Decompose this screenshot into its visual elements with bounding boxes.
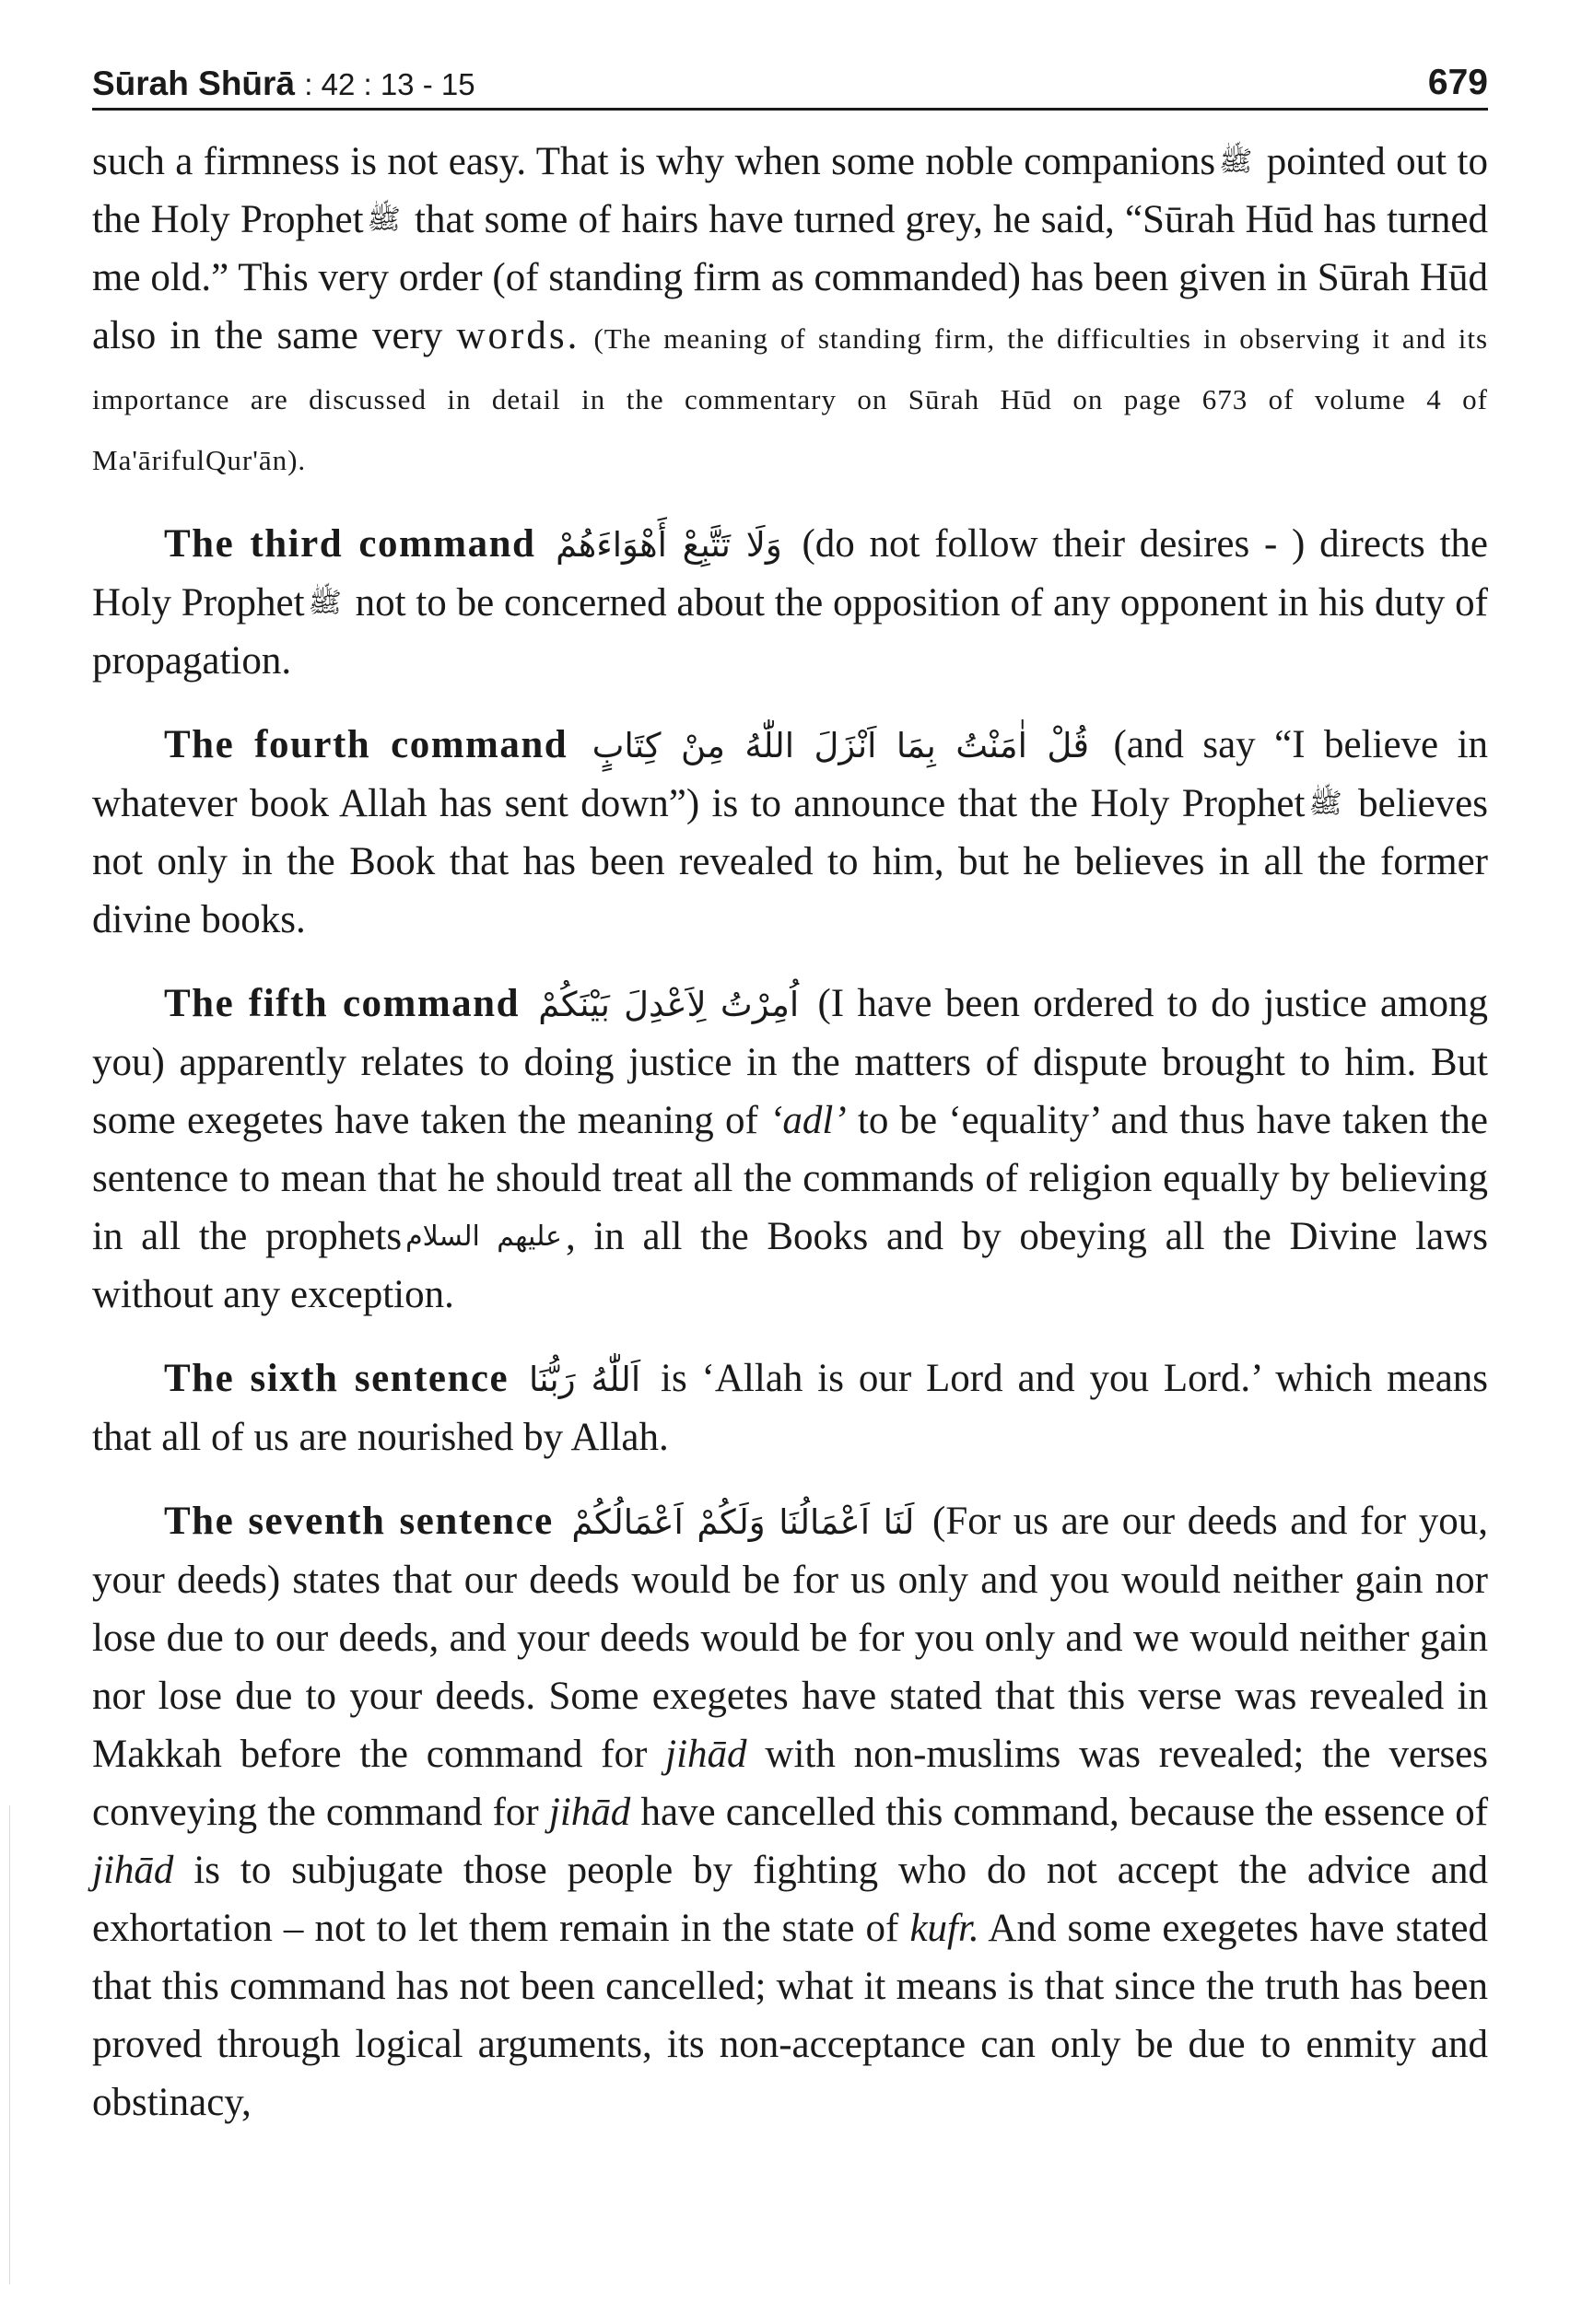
arabic-verse: قُلْ اٰمَنْتُ بِمَا اَنْزَلَ اللّٰهُ مِنْ كِتَابٍ — [592, 726, 1090, 765]
arabic-verse: اُمِرْتُ لِاَعْدِلَ بَيْنَكُمْ — [538, 985, 800, 1024]
reference-note: (The meaning of standing firm, the difficulties in observing it and its importance are discussed in detail in the commentary on Sūrah Hūd on page 673 of volume 4 of Ma'ārifulQur'ān). — [92, 322, 1489, 476]
italic-term: jihād — [665, 1733, 747, 1776]
text: (do not follow their desires - ) directs the Holy Prophet — [92, 522, 1488, 625]
text: that some of hairs have turned grey, he said, “Sūrah Hūd has turned me old.” This very order (of standing firm as commanded) has been given in Sūrah Hūd also in the same very — [92, 198, 1489, 357]
text: have cancelled this command, because the essence of — [640, 1791, 1489, 1834]
surah-name: Sūrah Shūrā — [92, 64, 295, 102]
honorific-symbol: ﷺ — [367, 204, 401, 236]
text: And some exegetes have stated that this command has not been cancelled; what it means is that since the truth has been proved through logical arguments, its non-acceptance can only be due to enmity and obstinacy, — [92, 1907, 1488, 2124]
paragraph-lead: The fifth command — [164, 982, 520, 1025]
text: to be ‘equality’ and thus have taken the sentence to mean that he should treat all the commands of religion equally by believing in all the prophets — [92, 1099, 1489, 1258]
text: , in all the Books and by obeying all the Divine laws without any exception. — [92, 1215, 1488, 1316]
paragraph-firmness — [92, 133, 1488, 489]
arabic-verse: اَللّٰهُ رَبُّنَا — [528, 1360, 641, 1399]
text: (and say “I believe in whatever book Allah has sent down”) is to announce that the Holy Prophet — [92, 723, 1489, 825]
text: with non-muslims was revealed; the verses conveying the command for — [92, 1733, 1489, 1834]
italic-term: kufr. — [909, 1907, 979, 1950]
header-title — [92, 66, 475, 100]
verse-reference: : 42 : 13 - 15 — [304, 67, 475, 101]
paragraph-third-command — [92, 515, 1488, 690]
italic-term: ‘adl’ — [769, 1099, 847, 1142]
paragraph-lead: The fourth command — [164, 723, 568, 766]
running-header — [92, 41, 1488, 111]
page-body — [92, 133, 1488, 2131]
arabic-verse: وَلَا تَتَّبِعْ أَهْوَاءَهُمْ — [556, 525, 782, 565]
text: such a firmness is not easy. That is why when some noble companions — [92, 140, 1216, 183]
scan-margin-line — [9, 1805, 10, 2284]
honorific-symbol: عليهم السلام — [405, 1220, 562, 1253]
book-page — [92, 41, 1488, 2157]
paragraph-sixth-sentence — [92, 1349, 1488, 1466]
arabic-verse: لَنَا اَعْمَالُنَا وَلَكُمْ اَعْمَالُكُمْ — [571, 1502, 915, 1542]
page-number: 679 — [1427, 63, 1488, 102]
paragraph-lead: The seventh sentence — [164, 1500, 554, 1543]
text: believes not only in the Book that has been revealed to him, but he believes in all the former divine books. — [92, 782, 1488, 941]
paragraph-lead: The third command — [164, 522, 536, 566]
honorific-symbol: ﷺ — [1308, 788, 1342, 820]
italic-term: jihād — [548, 1791, 631, 1834]
paragraph-lead: The sixth sentence — [164, 1357, 510, 1400]
text: pointed out to the Holy Prophet — [92, 140, 1489, 241]
text: not to be concerned about the opposition of any opponent in his duty of propagation. — [92, 581, 1488, 683]
text: (I have been ordered to do justice among you) apparently relates to doing justice in the matters of dispute brought to him. But some exegetes have taken the meaning of — [92, 982, 1489, 1142]
honorific-symbol: ﷺ — [308, 587, 342, 619]
italic-term: jihād — [92, 1849, 174, 1892]
paragraph-fourth-command — [92, 716, 1488, 949]
paragraph-fifth-command — [92, 975, 1488, 1324]
text: words. — [456, 314, 580, 357]
honorific-symbol: ﷺ — [1219, 146, 1253, 178]
text: is ‘Allah is our Lord and you Lord.’ which means that all of us are nourished by Allah. — [92, 1357, 1489, 1459]
paragraph-seventh-sentence — [92, 1492, 1488, 2131]
text: (For us are our deeds and for you, your deeds) states that our deeds would be for us only and you would neither gain nor lose due to our deeds, and your deeds would be for you only and we would neither gain nor lose due to your deeds. Some exegetes have stated that this verse was revealed in Makkah before the command for — [92, 1500, 1489, 1776]
text: is to subjugate those people by fighting who do not accept the advice and exhortation – not to let them remain in the state of — [92, 1849, 1488, 1950]
